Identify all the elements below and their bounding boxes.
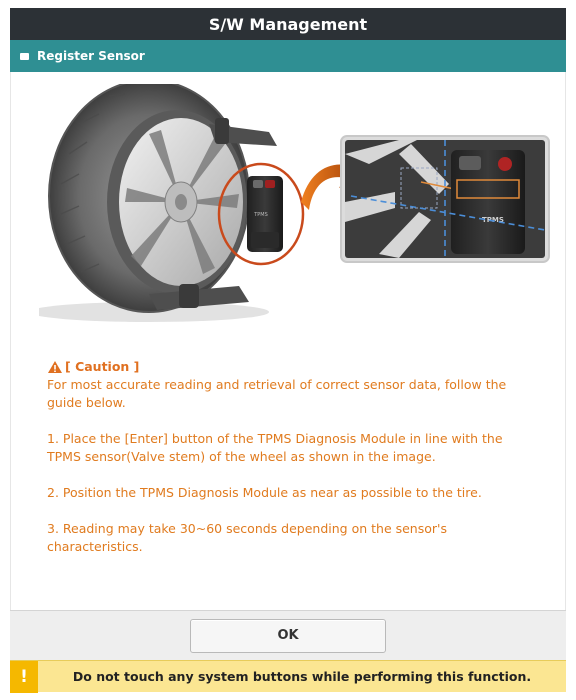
- warning-triangle-icon: [47, 360, 63, 374]
- button-bar: [10, 610, 566, 660]
- tpms-module-small: [247, 176, 283, 252]
- ok-button[interactable]: OK: [190, 619, 386, 653]
- square-bullet-icon: [20, 53, 29, 60]
- tpms-wheel-illustration: [39, 84, 559, 334]
- caution-step-2: 2. Position the TPMS Diagnosis Module as near as possible to the tire.: [47, 485, 482, 500]
- caution-heading-text: [ Caution ]: [65, 359, 140, 374]
- section-header: [10, 40, 566, 72]
- content-area: [10, 72, 566, 610]
- window-title-bar: [10, 8, 566, 40]
- section-title: Register Sensor: [37, 49, 145, 63]
- window-title: S/W Management: [208, 14, 368, 34]
- caution-heading: [47, 358, 517, 376]
- svg-text:TPMS: TPMS: [482, 216, 504, 224]
- caution-intro: For most accurate reading and retrieval of correct sensor data, follow the guide below.: [47, 377, 507, 410]
- zoom-detail-frame: [341, 136, 549, 262]
- caution-step-3: 3. Reading may take 30~60 seconds depending on the sensor's characteristics.: [47, 521, 447, 554]
- warning-bar: [10, 660, 566, 692]
- caution-step-1: 1. Place the [Enter] button of the TPMS Diagnosis Module in line with the TPMS sensor(Valve stem) of the wheel as shown in the image.: [47, 431, 503, 464]
- exclamation-icon: !: [10, 661, 38, 693]
- svg-text:TPMS: TPMS: [254, 212, 268, 218]
- warning-message: Do not touch any system buttons while performing this function.: [72, 669, 532, 684]
- caution-notice: [47, 358, 517, 556]
